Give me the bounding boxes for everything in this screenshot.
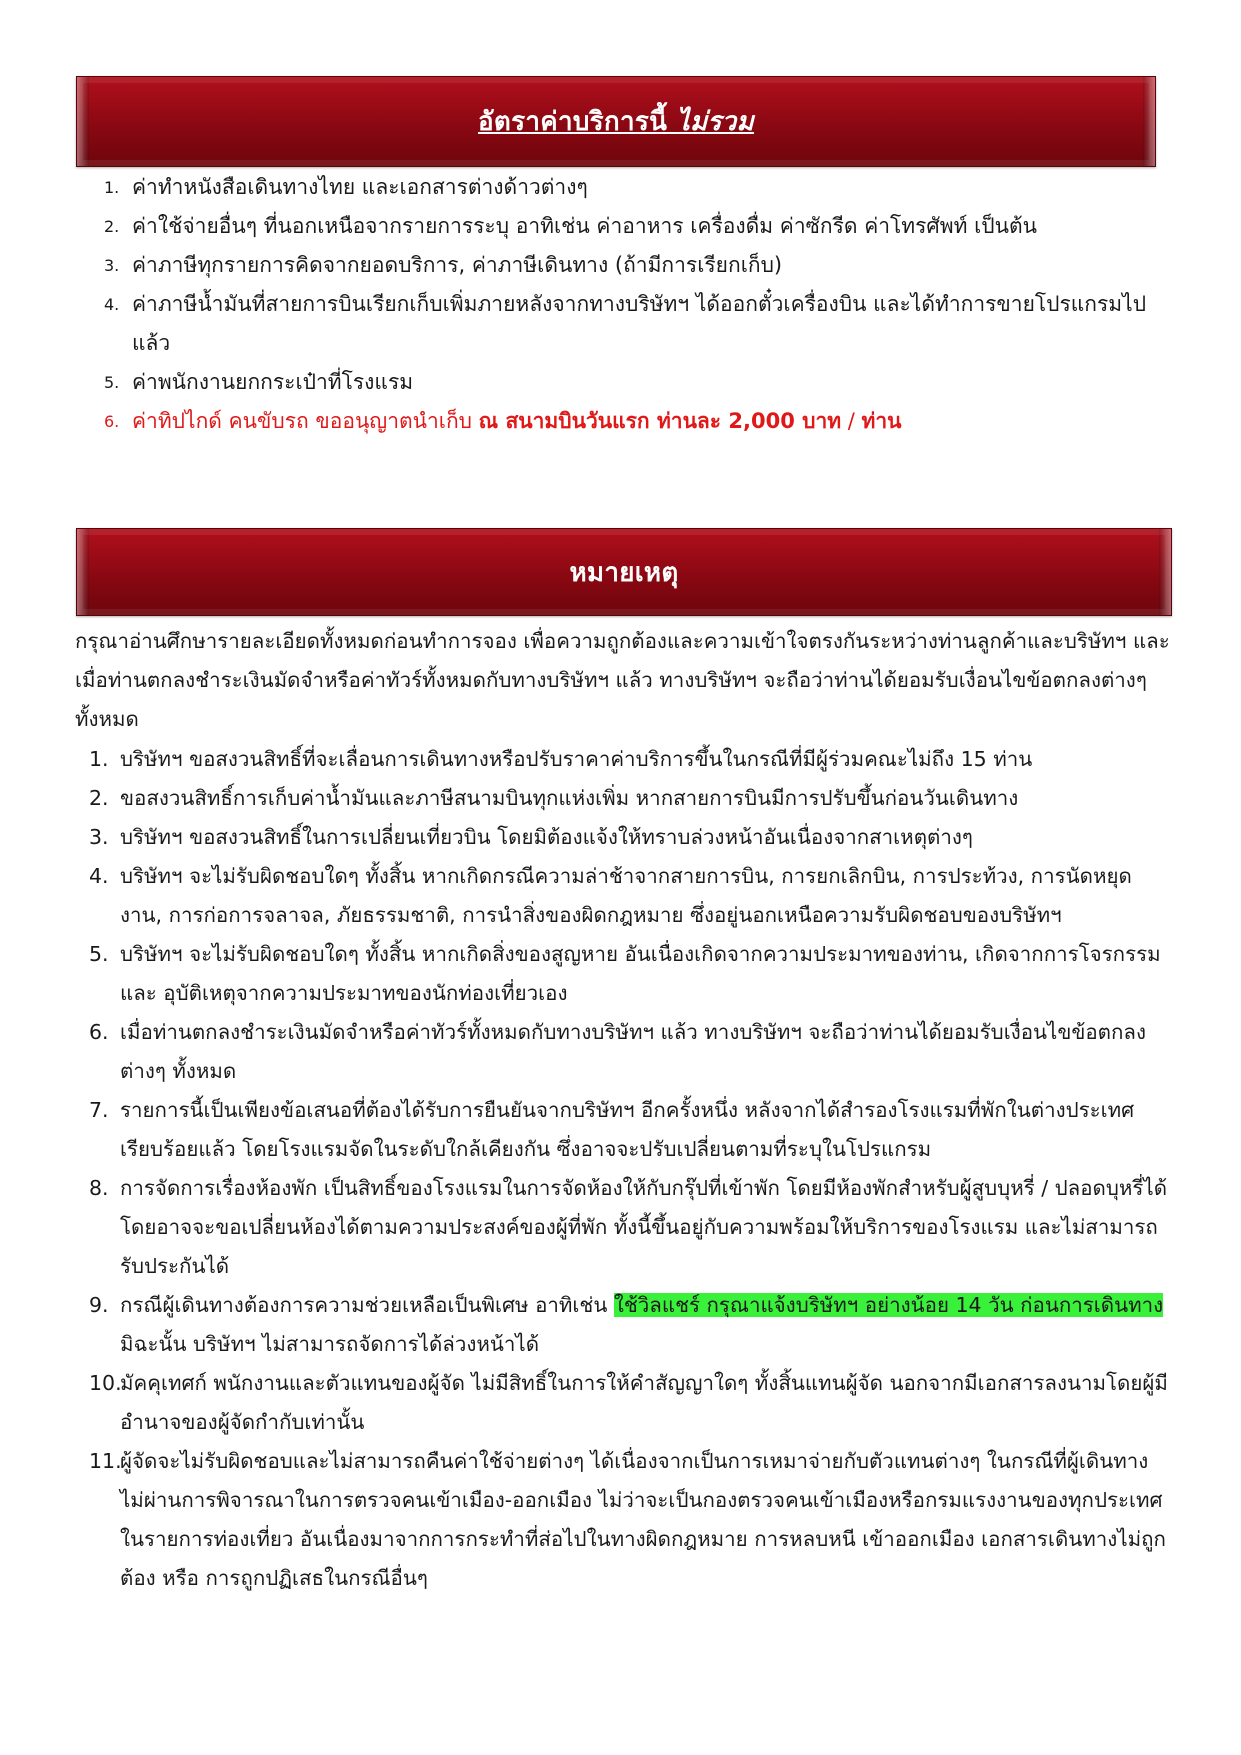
exclusions-banner [76,76,1156,167]
list-item: 5. ค่าพนักงานยกกระเป๋าที่โรงแรม [104,370,414,394]
list-item: 5. บริษัทฯ จะไม่รับผิดชอบใดๆ ทั้งสิ้น หากเกิดสิ่งของสูญหาย อันเนื่องเกิดจากความประมาทของท่าน, เกิดจากการโจรกรรม และ อุบัติเหตุจากความประมาทของนักท่องเที่ยวเอง [89,942,1161,1005]
exclusions-list [100,168,1170,441]
list-item: 4. บริษัทฯ จะไม่รับผิดชอบใดๆ ทั้งสิ้น หากเกิดกรณีความล่าช้าจากสายการบิน, การยกเลิกบิน, การประท้วง, การนัดหยุดงาน, การก่อการจลาจล, ภัยธรรมชาติ, การนำสิ่งของผิดกฎหมาย ซึ่งอยู่นอกเหนือความรับผิดชอบของบริษัทฯ [89,864,1132,927]
list-item: 10. มัคคุเทศก์ พนักงานและตัวแทนของผู้จัด ไม่มีสิทธิ์ในการให้คำสัญญาใดๆ ทั้งสิ้นแทนผู้จัด นอกจากมีเอกสารลงนามโดยผู้มีอำนาจของผู้จัดกำกับเท่านั้น [89,1371,1168,1434]
list-item: 4. ค่าภาษีน้ำมันที่สายการบินเรียกเก็บเพิ่มภายหลังจากทางบริษัทฯ ได้ออกตั๋วเครื่องบิน และได้ทำการขายโปรแกรมไปแล้ว [104,292,1147,355]
exclusions-title: อัตราค่าบริการนี้ ไม่รวม [478,107,754,137]
remarks-intro: กรุณาอ่านศึกษารายละเอียดทั้งหมดก่อนทำการจอง เพื่อความถูกต้องและความเข้าใจตรงกันระหว่างท่านลูกค้าและบริษัทฯ และเมื่อท่านตกลงชำระเงินมัดจำหรือค่าทัวร์ทั้งหมดกับทางบริษัทฯ แล้ว ทางบริษัทฯ จะถือว่าท่านได้ยอมรับเงื่อนไขข้อตกลงต่างๆ ทั้งหมด [75,629,1170,731]
list-item: 1. ค่าทำหนังสือเดินทางไทย และเอกสารต่างด้าวต่างๆ [104,175,588,199]
remarks-title: หมายเหตุ [569,557,679,588]
highlighted-text: ใช้วิลแชร์ กรุณาแจ้งบริษัทฯ อย่างน้อย 14 วัน ก่อนการเดินทาง [613,1293,1164,1317]
list-item: 11. ผู้จัดจะไม่รับผิดชอบและไม่สามารถคืนค่าใช้จ่ายต่างๆ ได้เนื่องจากเป็นการเหมาจ่ายกับตัวแทนต่างๆ ในกรณีที่ผู้เดินทางไม่ผ่านการพิจารณาในการตรวจคนเข้าเมือง-ออกเมือง ไม่ว่าจะเป็นกองตรวจคนเข้าเมืองหรือกรมแรงงานของทุกประเทศในรายการท่องเที่ยว อันเนื่องมาจากการกระทำที่ส่อไปในทางผิดกฎหมาย การหลบหนี เข้าออกเมือง เอกสารเดินทางไม่ถูกต้อง หรือ การถูกปฏิเสธในกรณีอื่นๆ [89,1449,1166,1590]
list-item: 1. บริษัทฯ ขอสงวนสิทธิ์ที่จะเลื่อนการเดินทางหรือปรับราคาค่าบริการขึ้นในกรณีที่มีผู้ร่วมคณะไม่ถึง 15 ท่าน [89,747,1033,771]
tip-list-item: 6. ค่าทิปไกด์ คนขับรถ ขออนุญาตนำเก็บ ณ สนามบินวันแรก ท่านละ 2,000 บาท / ท่าน [104,409,902,433]
list-item: 8. การจัดการเรื่องห้องพัก เป็นสิทธิ์ของโรงแรมในการจัดห้องให้กับกรุ๊ปที่เข้าพัก โดยมีห้องพักสำหรับผู้สูบบุหรี่ / ปลอดบุหรี่ได้ โดยอาจจะขอเปลี่ยนห้องได้ตามความประสงค์ของผู้ที่พัก ทั้งนี้ขึ้นอยู่กับความพร้อมให้บริการของโรงแรม และไม่สามารถรับประกันได้ [89,1176,1168,1278]
remarks-list [75,740,1170,1598]
list-item: 7. รายการนี้เป็นเพียงข้อเสนอที่ต้องได้รับการยืนยันจากบริษัทฯ อีกครั้งหนึ่ง หลังจากได้สำรองโรงแรมที่พักในต่างประเทศเรียบร้อยแล้ว โดยโรงแรมจัดในระดับใกล้เคียงกัน ซึ่งอาจจะปรับเปลี่ยนตามที่ระบุในโปรแกรม [89,1098,1135,1161]
remarks-banner [76,528,1172,616]
list-item: 3. ค่าภาษีทุกรายการคิดจากยอดบริการ, ค่าภาษีเดินทาง (ถ้ามีการเรียกเก็บ) [104,253,783,277]
list-item: 2. ขอสงวนสิทธิ์การเก็บค่าน้ำมันและภาษีสนามบินทุกแห่งเพิ่ม หากสายการบินมีการปรับขึ้นก่อนวันเดินทาง [89,786,1019,810]
list-item: 2. ค่าใช้จ่ายอื่นๆ ที่นอกเหนือจากรายการระบุ อาทิเช่น ค่าอาหาร เครื่องดื่ม ค่าซักรีด ค่าโทรศัพท์ เป็นต้น [104,214,1037,238]
list-item: 3. บริษัทฯ ขอสงวนสิทธิ์ในการเปลี่ยนเที่ยวบิน โดยมิต้องแจ้งให้ทราบล่วงหน้าอันเนื่องจากสาเหตุต่างๆ [89,825,973,849]
wheelchair-list-item: 9. กรณีผู้เดินทางต้องการความช่วยเหลือเป็นพิเศษ อาทิเช่น ใช้วิลแชร์ กรุณาแจ้งบริษัทฯ อย่างน้อย 14 วัน ก่อนการเดินทาง มิฉะนั้น บริษัทฯ ไม่สามารถจัดการได้ล่วงหน้าได้ [89,1293,1164,1356]
list-item: 6. เมื่อท่านตกลงชำระเงินมัดจำหรือค่าทัวร์ทั้งหมดกับทางบริษัทฯ แล้ว ทางบริษัทฯ จะถือว่าท่านได้ยอมรับเงื่อนไขข้อตกลงต่างๆ ทั้งหมด [89,1020,1146,1083]
